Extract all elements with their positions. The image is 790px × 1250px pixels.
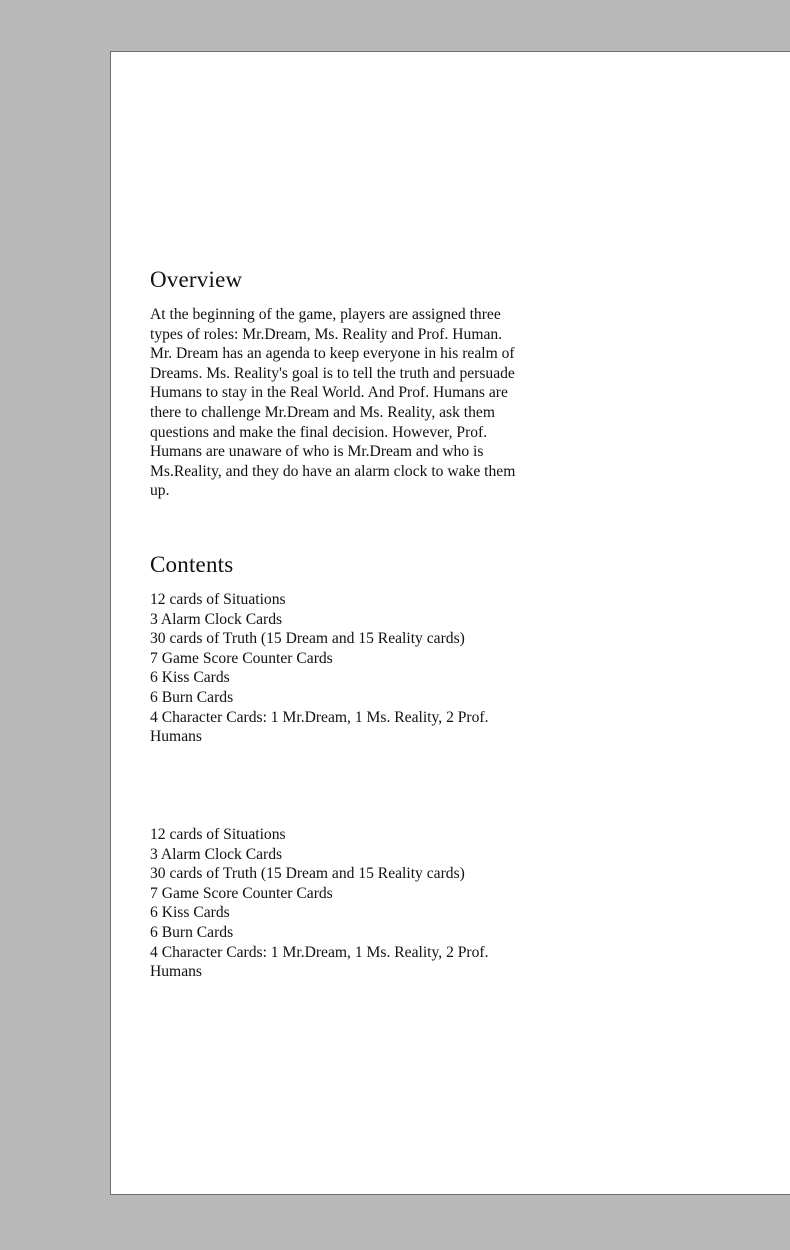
contents-heading: Contents xyxy=(150,552,234,577)
contents-item: 6 Burn Cards xyxy=(150,688,234,706)
contents-item: 12 cards of Situations xyxy=(150,591,286,608)
contents-repeat-item: 4 Character Cards: 1 Mr.Dream, 1 Ms. Reality, 2 Prof. Humans xyxy=(150,943,489,981)
contents-repeat-item: 6 Kiss Cards xyxy=(150,904,230,922)
contents-list xyxy=(150,590,520,747)
contents-repeat-item: 12 cards of Situations xyxy=(150,826,286,843)
overview-paragraph: At the beginning of the game, players are assigned three types of roles: Mr.Dream, Ms. Reality and Prof. Human. Mr. Dream has an agenda to keep everyone in his realm of Dreams. Ms. Reality's goal is to tell the truth and persuade Humans to stay in the Real World. And Prof. Humans are there to challenge Mr.Dream and Ms. Reality, ask them questions and make the final decision. However, Prof. Humans are unaware of who is Mr.Dream and who is Ms.Reality, and they do have an alarm clock to wake them up. xyxy=(150,306,516,500)
contents-item: 30 cards of Truth (15 Dream and 15 Reality cards) xyxy=(150,630,465,648)
contents-repeat-item: 30 cards of Truth (15 Dream and 15 Reality cards) xyxy=(150,865,465,883)
contents-item: 3 Alarm Clock Cards xyxy=(150,610,283,628)
document-page xyxy=(110,51,790,1195)
contents-item: 7 Game Score Counter Cards xyxy=(150,649,333,667)
contents-item: 4 Character Cards: 1 Mr.Dream, 1 Ms. Reality, 2 Prof. Humans xyxy=(150,708,489,746)
contents-repeat-item: 7 Game Score Counter Cards xyxy=(150,884,333,902)
contents-repeat-item: 3 Alarm Clock Cards xyxy=(150,845,283,863)
overview-heading: Overview xyxy=(150,267,243,292)
contents-repeat-item: 6 Burn Cards xyxy=(150,923,234,941)
contents-list-repeat xyxy=(150,825,520,982)
contents-item: 6 Kiss Cards xyxy=(150,669,230,687)
